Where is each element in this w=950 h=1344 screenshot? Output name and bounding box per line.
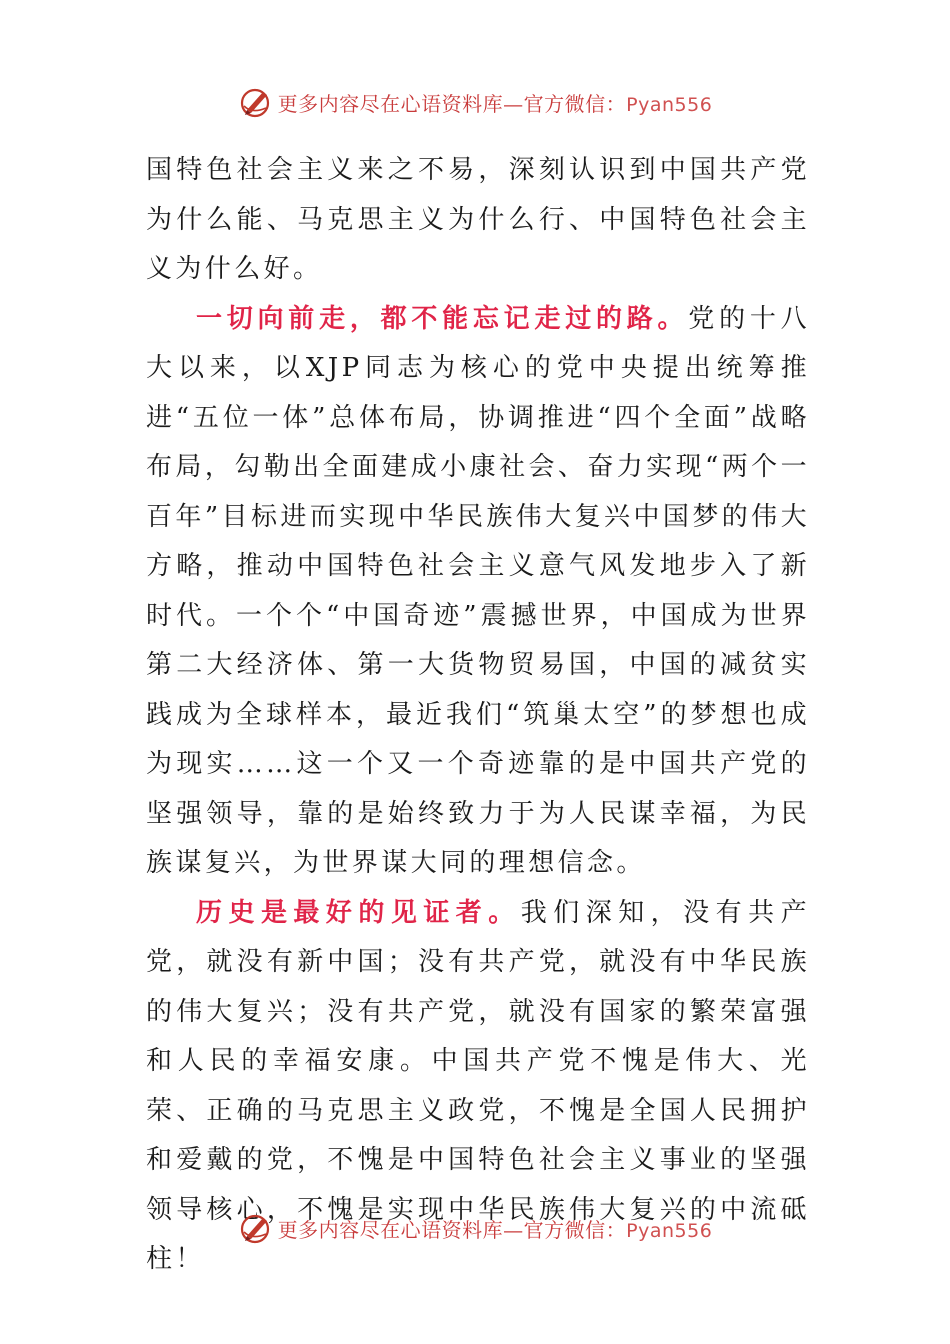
paragraph-2 [146,295,810,889]
pen-logo-icon [238,1210,274,1246]
banner-label: 更多内容尽在心语资料库—官方微信： [277,91,627,116]
paragraph-1 [146,146,810,295]
wechat-id: Pyan556 [626,1219,713,1242]
article-body [146,146,810,1285]
footer-banner [0,1208,950,1248]
wechat-id: Pyan556 [626,93,713,116]
banner-text [278,88,713,117]
paragraph-3-text: 我们深知，没有共产党，就没有新中国；没有共产党，就没有中华民族的伟大复兴；没有共产党，就没有国家的繁荣富强和人民的幸福安康。中国共产党不愧是伟大、光荣、正确的马克思主义政党，不愧是全国人民拥护和爱戴的党，不愧是中国特色社会主义事业的坚强领导核心，不愧是实现中华民族伟大复兴的中流砥柱！ [146,897,810,1274]
banner-text [278,1214,713,1243]
paragraph-2-text: 党的十八大以来，以XJP同志为核心的党中央提出统筹推进“五位一体”总体布局，协调推进“四个全面”战略布局，勾勒出全面建成小康社会、奋力实现“两个一百年”目标进而实现中华民族伟大复兴中国梦的伟大方略，推动中国特色社会主义意气风发地步入了新时代。一个个“中国奇迹”震撼世界，中国成为世界第二大经济体、第一大货物贸易国，中国的减贫实践成为全球样本，最近我们“筑巢太空”的梦想也成为现实……这一个又一个奇迹靠的是中国共产党的坚强领导，靠的是始终致力于为人民谋幸福，为民族谋复兴，为世界谋大同的理想信念。 [146,303,810,878]
header-banner [0,82,950,122]
paragraph-1-text: 国特色社会主义来之不易，深刻认识到中国共产党为什么能、马克思主义为什么行、中国特色社会主义为什么好。 [146,155,810,284]
banner-label: 更多内容尽在心语资料库—官方微信： [277,1217,627,1242]
pen-logo-icon [238,84,274,120]
paragraph-3-lead: 历史是最好的见证者。 [196,897,521,928]
paragraph-2-lead: 一切向前走，都不能忘记走过的路。 [196,303,689,334]
